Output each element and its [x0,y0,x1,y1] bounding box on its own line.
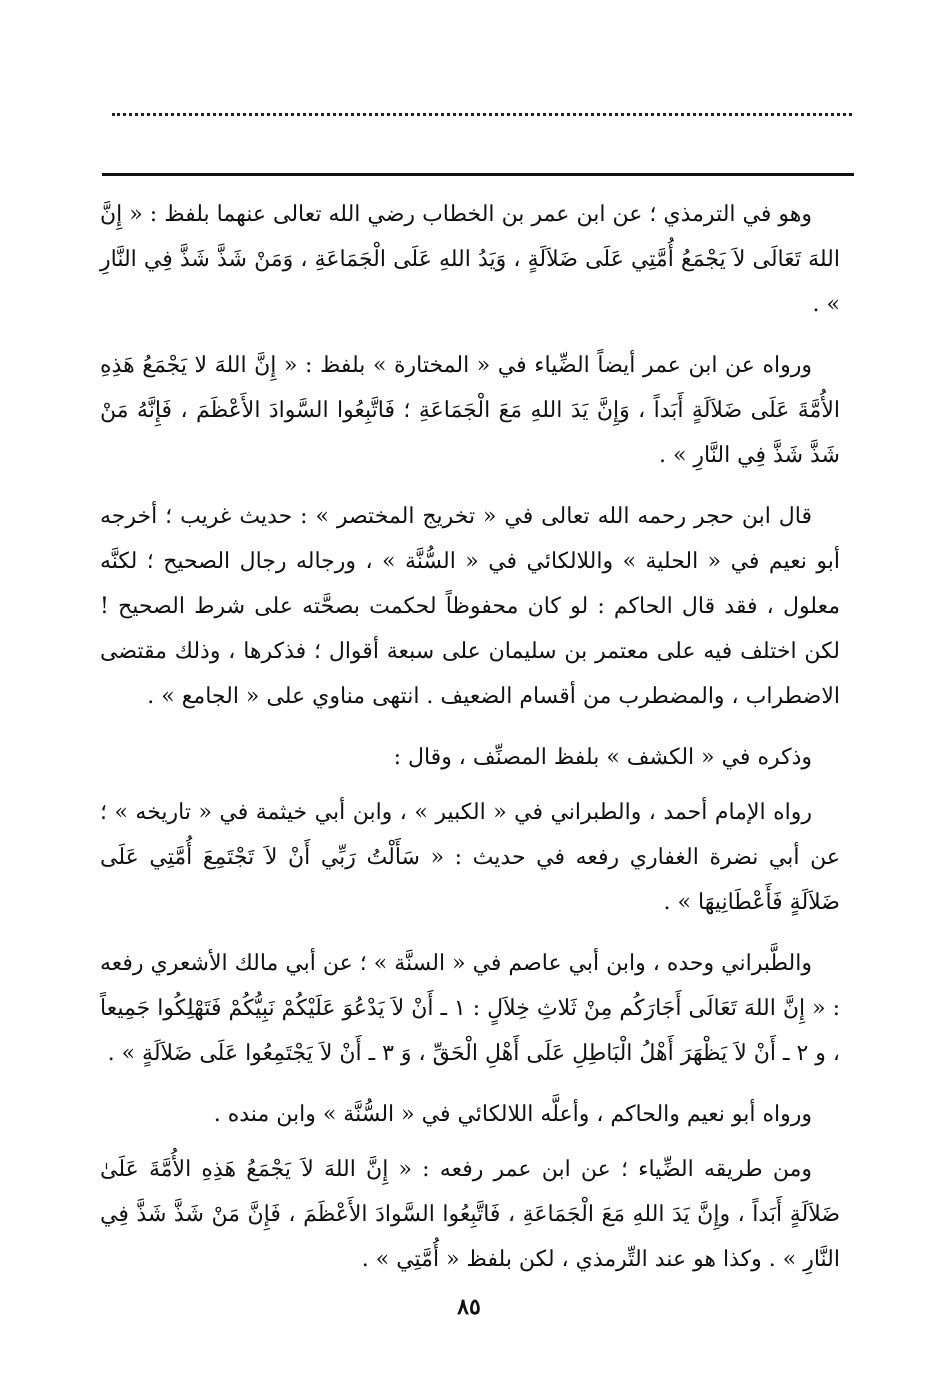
paragraph-kashf: وذكره في « الكشف » بلفظ المصنِّف ، وقال : [393,745,812,770]
paragraph-tabarani: والطَّبراني وحده ، وابن أبي عاصم في « السنَّة » ؛ عن أبي مالك الأشعري رفعه : « إِنَّ اللهَ تَعَالَى أَجَارَكُم مِنْ ثَلاثِ خِلاَلٍ : ١ ـ أَنْ لاَ يَدْعُوَ عَلَيْكُمْ نَبِيُّكُمْ فَتَهْلِكُوا جَمِيعاً ، و ٢ ـ أَنْ لاَ يَظْهَرَ أَهْلُ الْبَاطِلِ عَلَى أَهْلِ الْحَقِّ ، وَ ٣ ـ أَنْ لاَ يَجْتَمِعُوا عَلَى ضَلاَلَةٍ » . [100,951,840,1066]
header-rule [102,173,854,176]
paragraph-abu-nuaym: ورواه أبو نعيم والحاكم ، وأعلَّه اللالكائي في « السُّنَّة » وابن منده . [213,1102,812,1127]
paragraph-mukhtara: ورواه عن ابن عمر أيضاً الضِّياء في « المختارة » بلفظ : « إِنَّ اللهَ لا يَجْمَعُ هَذِهِ الأُمَّةَ عَلَى ضَلاَلَةٍ أَبَداً ، وَإِنَّ يَدَ اللهِ مَعَ الْجَمَاعَةِ ؛ فَاتَّبِعُوا السَّوادَ الأَعْظَمَ ، فَإِنَّهُ مَنْ شَذَّ شَذَّ فِي النَّارِ » . [100,353,840,468]
paragraph-ahmad: رواه الإمام أحمد ، والطبراني في « الكبير » ، وابن أبي خيثمة في « تاريخه » ؛ عن أبي نضرة الغفاري رفعه في حديث : « سَأَلْتُ رَبِّي أَنْ لاَ تَجْتَمِعَ أُمَّتِي عَلَى ضَلاَلَةٍ فَأَعْطَانِيهَا » . [100,800,840,915]
page-body [100,192,840,1298]
paragraph-ibn-hajar: قال ابن حجر رحمه الله تعالى في « تخريج المختصر » : حديث غريب ؛ أخرجه أبو نعيم في « الحلية » واللالكائي في « السُّنَّة » ، ورجاله رجال الصحيح ؛ لكنَّه معلول ، فقد قال الحاكم : لو كان محفوظاً لحكمت بصحَّته على شرط الصحيح ! لكن اختلف فيه على معتمر بن سليمان على سبعة أقوال ؛ فذكرها ، وذلك مقتضى الاضطراب ، والمضطرب من أقسام الضعيف . انتهى مناوي على « الجامع » . [100,504,840,709]
paragraph-tirmidhi: وهو في الترمذي ؛ عن ابن عمر بن الخطاب رضي الله تعالى عنهما بلفظ : « إِنَّ اللهَ تَعَالَى لاَ يَجْمَعُ أُمَّتِي عَلَى ضَلاَلَةٍ ، وَيَدُ اللهِ عَلَى الْجَمَاعَةِ ، وَمَنْ شَذَّ شَذَّ فِي النَّارِ » . [100,202,840,317]
paragraph-diya: ومن طريقه الضِّياء ؛ عن ابن عمر رفعه : « إِنَّ اللهَ لاَ يَجْمَعُ هَذِهِ الأُمَّةَ عَلَىٰ ضَلاَلَةٍ أَبَداً ، وإِنَّ يَدَ اللهِ مَعَ الْجَمَاعَةِ ، فَاتَّبِعُوا السَّوادَ الأَعْظَمَ ، فَإِنَّ مَنْ شَذَّ شَذَّ فِي النَّارِ » . وكذا هو عند التِّرمذي ، لكن بلفظ « أُمَّتِي » . [100,1157,840,1272]
dotted-separator [112,113,852,116]
page-number: ٨٥ [457,1294,481,1320]
